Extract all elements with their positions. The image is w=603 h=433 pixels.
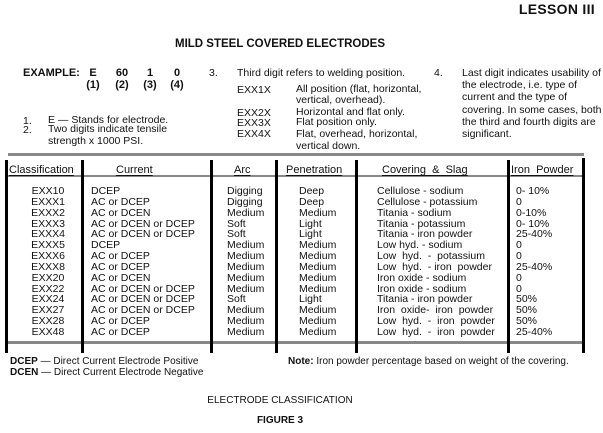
column-current [91,186,195,338]
table-cell-iron-powder: 25-40% [516,228,553,241]
table-cell-penetration: Light [299,217,322,230]
table-cell-current: AC or DCEP [91,315,150,328]
table-cell-arc: Medium [227,325,265,338]
table-cell-iron-powder: 50% [516,304,538,317]
example-part-3: 1 [146,67,154,79]
dcen-definition [10,367,203,378]
table-cell-iron-powder: 25-40% [516,325,553,338]
table-cell-current: AC or DCEN [91,206,151,219]
table-cell-covering: Cellulose - sodium [377,185,464,197]
table-cell-classification: EXX20 [31,271,65,284]
table-cell-arc: Soft [227,217,246,230]
table-cell-penetration: Medium [299,325,337,338]
table-cell-arc: Digging [227,195,263,208]
position-code-3: EXX3X [237,117,271,129]
note-2-number: 2. [23,124,32,136]
note-4-number: 4. [434,67,443,79]
table-cell-arc: Soft [227,293,246,306]
position-desc-2: Horizontal and flat only. [296,106,405,118]
table-cell-iron-powder: 50% [516,293,538,306]
dcep-text: — Direct Current Electrode Positive [37,356,199,367]
table-cell-covering: Titania - potassium [377,217,466,230]
table-cell-iron-powder: 0 [516,195,522,208]
table-cell-iron-powder: 25-40% [516,260,553,273]
column-divider [210,160,213,353]
table-cell-arc: Medium [227,206,265,219]
table-cell-classification: EXXX6 [31,250,65,263]
table-cell-current: AC or DCEN or DCEP [91,228,195,241]
column-classification [30,186,66,338]
table-cell-iron-powder: 0- 10% [516,217,550,230]
table-cell-penetration: Light [299,228,322,241]
table-cell-current: AC or DCEN or DCEP [91,293,195,306]
dcen-abbr: DCEN [10,367,39,378]
column-divider [275,160,278,353]
example-part-1: E [89,67,97,79]
table-cell-penetration: Medium [299,315,337,328]
dcep-definition [10,356,198,367]
table-cell-iron-powder: 0- 10% [516,185,550,197]
table-cell-covering: Iron oxide - sodium [377,282,467,295]
note-3-text: Third digit refers to welding position. [237,67,406,79]
example-label: EXAMPLE: [23,67,80,79]
table-cell-classification: EXXX5 [31,239,65,252]
table-cell-covering: Low hyd. - iron powder [377,260,492,273]
example-index-1: (1) [86,79,100,91]
iron-powder-note [288,356,569,367]
table-cell-current: DCEP [91,239,121,252]
column-divider [355,160,358,353]
table-cell-covering: Titania - sodium [377,206,452,219]
table-cell-covering: Iron oxide - sodium [377,271,467,284]
table-cell-iron-powder: 0 [516,250,522,263]
table-border-right [582,158,585,353]
header-classification: Classification [9,164,74,176]
table-cell-iron-powder: 50% [516,315,538,328]
table-cell-classification: EXXX8 [31,260,65,273]
table-cell-arc: Digging [227,185,263,197]
dcep-abbr: DCEP [10,356,38,367]
example-part-2: 60 [115,67,129,79]
note-2-text-line1: Two digits indicate tensile [48,123,168,135]
table-cell-arc: Medium [227,239,265,252]
table-cell-covering: Low hyd. - iron powder [377,315,495,328]
column-divider [81,160,84,353]
note-label: Note: [288,356,314,367]
header-current: Current [116,164,153,176]
table-cell-current: AC or DCEN or DCEP [91,304,195,317]
table-cell-classification: EXX48 [31,325,65,338]
table-cell-covering: Cellulose - potassium [377,195,478,208]
note-1-text: E — Stands for electrode. [48,114,169,126]
table-cell-iron-powder: 0 [516,271,522,284]
table-cell-current: AC or DCEN or DCEP [91,217,195,230]
table-cell-penetration: Medium [299,206,337,219]
position-desc-1-line2: vertical, overhead). [296,94,386,106]
column-iron-powder [516,186,552,338]
position-code-2: EXX2X [237,107,271,119]
table-border-left [5,160,8,353]
table-top-rule [8,153,584,156]
table-cell-penetration: Medium [299,250,337,263]
table-cell-current: AC or DCEN [91,271,151,284]
note-3-number: 3. [209,67,218,79]
table-cell-iron-powder: 0 [516,282,522,295]
note-2-text-line2: strength x 1000 PSI. [48,135,144,147]
table-cell-covering: Low hyd. - iron powder [377,325,495,338]
table-cell-covering: Iron oxide- iron powder [377,304,494,317]
position-desc-1-line1: All position (flat, horizontal, [296,83,422,95]
table-cell-penetration: Medium [299,260,337,273]
column-arc [227,186,264,338]
table-cell-current: AC or DCEP [91,250,150,263]
table-cell-arc: Medium [227,271,265,284]
table-cell-classification: EXX27 [31,304,65,317]
column-covering-slag [377,186,495,338]
header-penetration: Penetration [286,164,343,176]
table-cell-classification: EXXX2 [31,206,65,219]
example-index-2: (2) [115,79,129,91]
table-cell-penetration: Medium [299,282,337,295]
table-cell-covering: Titania - iron powder [377,228,473,241]
table-cell-classification: EXX28 [31,315,65,328]
table-cell-penetration: Deep [299,195,325,208]
table-cell-current: DCEP [91,185,121,197]
dcen-text: — Direct Current Electrode Negative [38,367,204,378]
table-cell-covering: Low hyd. - potassium [377,250,485,263]
table-cell-penetration: Medium [299,304,337,317]
table-bottom-rule [8,341,584,344]
table-cell-current: AC or DCEP [91,195,150,208]
lesson-label: LESSON III [518,1,595,17]
table-cell-classification: EXX24 [31,293,65,306]
note-1-number: 1. [23,115,32,127]
table-cell-covering: Titania - iron powder [377,293,473,306]
table-cell-iron-powder: 0 [516,239,522,252]
page-title: MILD STEEL COVERED ELECTRODES [174,38,385,50]
table-cell-penetration: Light [299,293,322,306]
position-code-4: EXX4X [237,128,271,140]
table-cell-arc: Medium [227,282,265,295]
table-cell-classification: EXXX1 [31,195,65,208]
table-cell-arc: Medium [227,315,265,328]
note-4-text: Last digit indicates usability of the electrode, i.e. type of current and the type of covering. In some cases, both the third and fourth digits are significant. [462,67,602,141]
figure-number: FIGURE 3 [256,415,304,426]
position-code-1: EXX1X [237,84,271,96]
note-text: Iron powder percentage based on weight of the covering. [313,356,569,367]
table-cell-arc: Medium [227,304,265,317]
table-cell-penetration: Medium [299,271,337,284]
table-cell-classification: EXXX4 [31,228,65,241]
example-part-4: 0 [173,67,181,79]
table-cell-current: AC or DCEP [91,325,150,338]
header-arc: Arc [234,164,251,176]
table-cell-penetration: Medium [299,239,337,252]
header-iron-powder: Iron Powder [511,164,574,176]
table-cell-classification: EXX22 [31,282,65,295]
table-cell-classification: EXX10 [31,185,65,197]
header-covering-slag: Covering & Slag [382,164,468,176]
table-cell-iron-powder: 0-10% [516,206,547,219]
position-desc-4-line2: vertical down. [296,140,361,152]
column-divider [507,160,510,353]
table-cell-covering: Low hyd. - sodium [377,239,463,252]
example-index-3: (3) [143,79,157,91]
table-cell-arc: Medium [227,250,265,263]
table-cell-arc: Medium [227,260,265,273]
table-cell-current: AC or DCEN or DCEP [91,282,195,295]
table-cell-arc: Soft [227,228,246,241]
position-desc-4-line1: Flat, overhead, horizontal, [296,128,418,140]
table-cell-penetration: Deep [299,185,325,197]
table-cell-classification: EXXX3 [31,217,65,230]
position-desc-3: Flat position only. [296,116,377,128]
table-cell-current: AC or DCEP [91,260,150,273]
column-penetration [299,186,336,338]
figure-caption: ELECTRODE CLASSIFICATION [207,395,353,406]
example-index-4: (4) [170,79,184,91]
